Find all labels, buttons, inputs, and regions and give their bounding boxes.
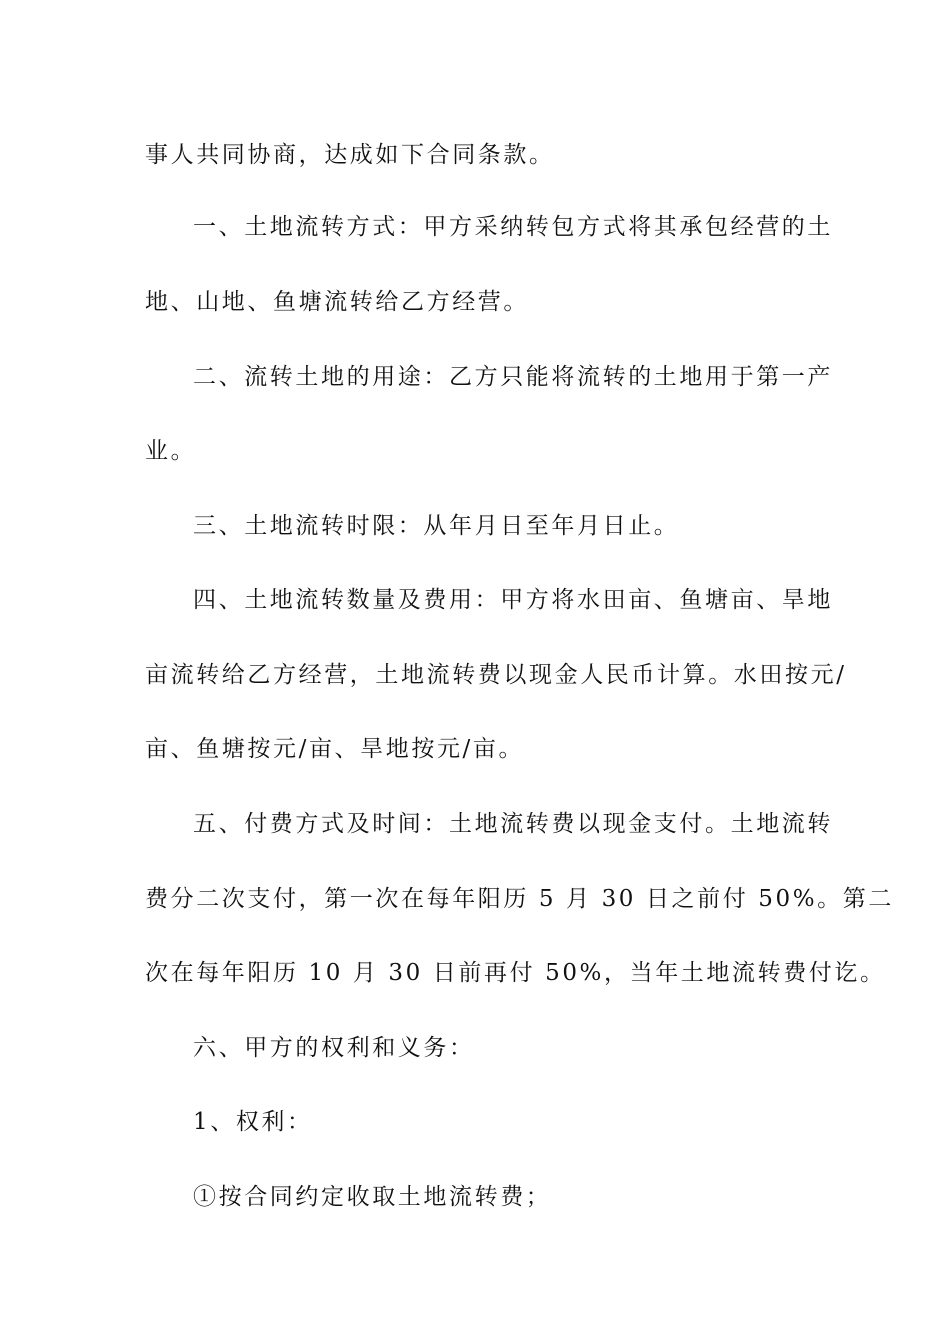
- rights-heading: 1、权利：: [193, 1109, 313, 1135]
- rights-item: ①按合同约定收取土地流转费；: [193, 1184, 552, 1210]
- clause-1-line: 地、山地、鱼塘流转给乙方经营。: [145, 289, 529, 315]
- clause-1-line: 一、土地流转方式：甲方采纳转包方式将其承包经营的土: [193, 214, 833, 240]
- clause-5-line: 费分二次支付，第一次在每年阳历 5 月 30 日之前付 50%。第二: [145, 886, 894, 912]
- clause-3-line: 三、土地流转时限：从年月日至年月日止。: [193, 513, 680, 539]
- clause-5-line: 次在每年阳历 10 月 30 日前再付 50%，当年土地流转费付讫。: [145, 960, 886, 986]
- clause-5-line: 五、付费方式及时间：土地流转费以现金支付。土地流转: [193, 811, 833, 837]
- paragraph-line: 事人共同协商，达成如下合同条款。: [145, 142, 555, 168]
- clause-6-heading: 六、甲方的权利和义务：: [193, 1035, 475, 1061]
- clause-2-line: 二、流转土地的用途：乙方只能将流转的土地用于第一产: [193, 364, 833, 390]
- clause-4-line: 四、土地流转数量及费用：甲方将水田亩、鱼塘亩、旱地: [193, 587, 833, 613]
- clause-4-line: 亩流转给乙方经营，土地流转费以现金人民币计算。水田按元/: [145, 662, 847, 688]
- clause-4-line: 亩、鱼塘按元/亩、旱地按元/亩。: [145, 736, 525, 762]
- clause-2-line: 业。: [145, 438, 197, 464]
